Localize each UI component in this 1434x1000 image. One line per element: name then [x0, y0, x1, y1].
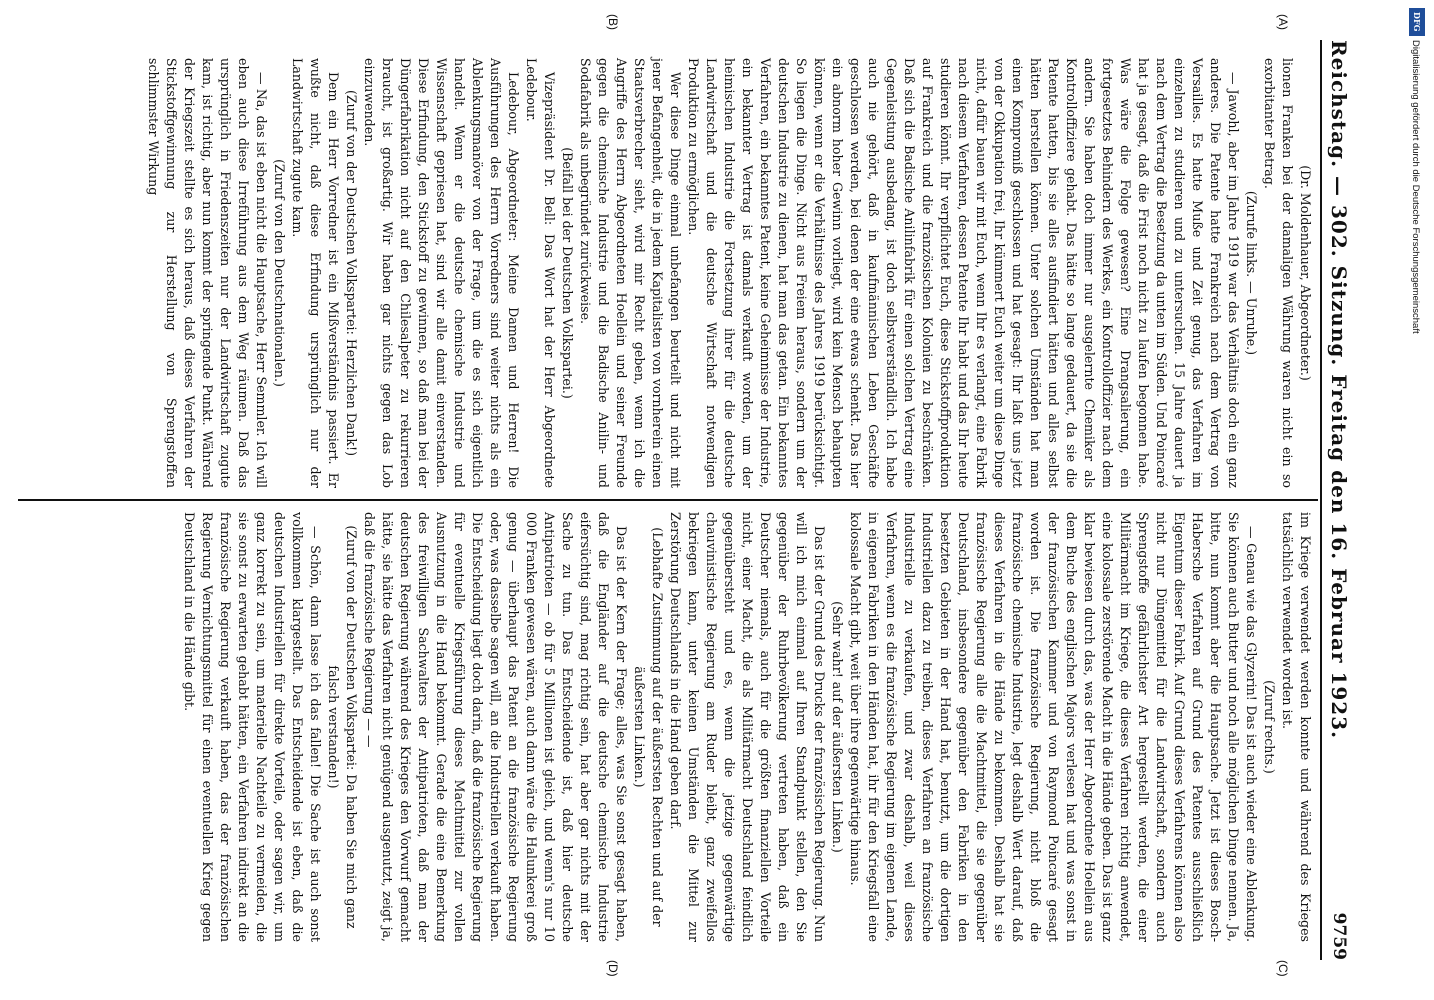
paragraph: (Lebhafte Zustimmung auf der äußersten Rechten und auf der äußersten Linken.) — [632, 527, 665, 927]
paragraph: (Sehr wahr! auf der äußersten Linken.) — [830, 601, 845, 853]
paragraph: — Na, das ist eben nicht die Hauptsache, Herr Semmler. Ich will eben auch diese Irreführung aus dem Weg räumen. Daß das ursprünglich in Friedenszeiten nur der Landwirtschaft zugute kam, ist richtig, aber nun kommt der springende Punkt. Während der Kriegszeit stellte es sich heraus, daß dieses Verfahren der Stickstoffgewinnung zur Herstellung von Sprengstoffen schlimmster Wirkung — [146, 58, 269, 488]
paragraph: Dem ein Herr Vorredner ist ein Mißverständnis passiert. Er wußte nicht, daß diese Erfindung ursprünglich nur der Landwirtschaft zugute kam. — [290, 58, 341, 488]
marker-b: (B) — [606, 14, 620, 30]
header-divider — [1321, 40, 1323, 960]
digitization-sidebar — [1400, 0, 1434, 1000]
marker-d: (D) — [606, 960, 620, 977]
paragraph: (Beifall bei der Deutschen Volkspartei.) — [560, 147, 575, 399]
marker-a: (A) — [1276, 14, 1290, 30]
paragraph: (Zuruf von der Deutschen Volkspartei: Herzlichen Dank!) — [344, 89, 359, 457]
paragraph: Das ist der Grund des Drucks der französischen Regierung. Nun will ich mich einmal auf Ihren Standpunkt stellen, den Sie gegenüber der Ruhrbevölkerung vertreten haben, daß ein Deutscher niemals, auch für die größten finanziellen Vorteile nicht, einer Macht, die als Militärmacht Deutschland feindlich gegenübersteht und es, wenn die jetzige gegenwärtige chauvinistische Regierung am Ruder bleibt, ganz zweifellos bekriegen kann, unter keinen Umständen die Mittel zur Zerstörung Deutschlands in die Hand geben darf. — [668, 512, 827, 942]
paragraph: — Jawohl, aber im Jahre 1919 war das Verhältnis doch ein ganz anderes. Die Patente hatte Frankreich nach dem Vertrag von Versailles. Es hatte Muße und Zeit genug, das Verfahren im einzelnen zu studieren und zu untersuchen. 15 Jahre dauert ja nach dem Vertrag die Besetzung da unten im Süden. Und Poincaré hat ja gesagt, daß die Frist noch nicht zu laufen begonnen habe. Was wäre die Folge gewesen? Eine Drangsalierung, ein fortgesetztes Behindern des Werkes, ein Kontrolloffizier nach dem andern. Sie haben doch immer nur ausgelernte Chemiker als Kontrolloffiziere gehabt. Das hätte so lange gedauert, da sie die Patente hatten, bis sie alles ausfindiert hätten und alles selbst hätten herstellen können. Unter solchen Umständen hat man einen Kompromiß geschlossen und hat gesagt: Ihr laßt uns jetzt von der Okkupation frei, Ihr kümmert Euch weiter um diese Dinge nicht, dafür bauen wir mit Euch, wenn Ihr es verlangt, eine Fabrik nach diesem Verfahren, dessen Patente Ihr habt und das Ihr heute studieren könnt. Ihr verpflichtet Euch, diese Stickstoffproduktion auf Frankreich und die französischen Kolonien zu beschränken. Daß sich die Badische Anilinfabrik für einen solchen Vertrag eine Gegenleistung ausbedang, ist doch selbstverständlich. Ich habe auch nie gehört, daß in kaufmännischen Leben Geschäfte geschlossen werden, bei denen der eine etwas schenkt. Das hier ein abnorm hoher Gewinn vorliegt, wird kein Mensch behaupten können, wenn er die Verhältnisse des Jahres 1919 berücksichtigt. So liegen die Dinge. Nicht aus Freiem heraus, sondern um der deutschen Industrie zu dienen, hat man das getan. Ein bekanntes Verfahren, ein bekanntes Patent, keine Geheimnisse der Industrie, ein bekannter Vertrag ist damals verkauft worden, um der heimischen Industrie die Fortsetzung ihrer für die deutsche Landwirtschaft und die deutsche Wirtschaft notwendigen Produktion zu ermöglichen. — [686, 58, 1241, 488]
paragraph: Wer diese Dinge einmal unbefangen beurteilt und nicht mit jener Befangenheit, die in jedem Kapitalisten von vornherein einen Staatsverbrecher sieht, wird mir Recht geben, wenn ich die Angriffe des Herrn Abgeordneten Hoellein und seiner Freunde gegen die chemische Industrie und die Badische Anilin- und Sodafabrik als unbegründet zurückweise. — [578, 58, 683, 488]
right-text-column — [180, 512, 1314, 942]
paragraph: Das ist der Kern der Frage; alles, was Sie sonst gesagt haben, daß die Engländer auf die deutsche chemische Industrie eifersüchtig sind, mag richtig sein, hat aber gar nichts mit der Sache zu tun. Das Entscheidende ist, daß hier deutsche Antipatrioten — ob für 5 Millionen ist gleich, und wenn's nur 10 000 Franken gewesen wären, auch dann wäre die Halunkerei groß genug — überhaupt das Patent an die französische Regierung oder, was dasselbe sagen will, an die Industriellen verkauft haben. Die Entscheidung liegt doch darin, daß die französische Regierung für eventuelle Kriegsführung dieses Machtmittel zur vollen Ausnutzung in die Hand bekommt. Gerade die eine Bemerkung des freiwilligen Sachwalters der Antipatrioten, daß man der deutschen Regierung während des Krieges den Vorwurf gemacht hätte, sie hätte das Verfahren nicht genügend ausgenutzt, zeigt ja, daß die französische Regierung — — — [362, 512, 629, 942]
column-divider — [18, 499, 1318, 501]
page-number: 9759 — [1329, 912, 1349, 960]
paragraph: (Dr. Moldenhauer, Abgeordneter.) — [1298, 165, 1313, 381]
paragraph: (Zuruf von der Deutschen Volkspartei: Da haben Sie mich ganz falsch verstanden!) — [326, 525, 359, 929]
paragraph: (Zuruf rechts.) — [1262, 680, 1277, 774]
left-text-column — [144, 58, 1314, 488]
paragraph: Ledebour, Abgeordneter: Meine Damen und Herren! Die Ausführungen des Herrn Vorredners sind weiter nichts als ein Ablenkungsmanöver von der Frage, um die es sich eigentlich handelt. Wenn er die deutsche chemische Industrie und Wissenschaft gepriesen hat, sind wir alle damit einverstanden. Diese Erfindung, den Stickstoff zu gewinnen, so daß man bei der Düngerfabrikation nicht auf den Chilesalpeter zu rekurrieren braucht, ist großartig. Wir haben gar nichts gegen das Lob einzuwenden. — [362, 58, 521, 488]
paragraph: (Zurufe links. — Unruhe.) — [1244, 190, 1259, 356]
paragraph: im Kriege verwendet werden konnte und während des Krieges tatsächlich verwendet worden ist. — [1280, 512, 1313, 942]
dfg-logo: DFG — [1409, 8, 1425, 36]
paragraph: — Genau wie das Glyzerin! Das ist auch wieder eine Ablenkung. Sie können auch Butter und noch alle möglichen Dinge nennen. Ja, bitte, nun kommt aber die Hauptsache. Jetzt ist dieses Bosch-Habersche Verfahren auf Grund des Patentes ausschließlich Eigentum dieser Fabrik. Auf Grund dieses Verfahrens können also nicht nur Düngemittel für die Landwirtschaft, sondern auch Sprengstoffe gefährlichster Art hergestellt werden, die einer Militärmacht im Kriege, die dieses Verfahren richtig anwendet, eine kolossale zerstörende Macht in die Hände geben. Das ist ganz klar bewiesen durch das, was der Herr Abgeordnete Hoellein aus dem Buche des englischen Majors verlesen hat und was sonst in der französischen Kammer und von Raymond Poincaré gesagt worden ist. Die französische Regierung, nicht bloß die französische chemische Industrie, legt deshalb Wert darauf, daß dieses Verfahren in die Hände zu bekommen. Deshalb hat sie französische Regierung alle die Machtmittel, die sie gegenüber Deutschland, insbesondere gegenüber den Fabriken in den besetzten Gebieten in der Hand hat, benutzt, um die dortigen Industriellen dazu zu treiben, dieses Verfahren an französische Industrielle zu verkaufen, und zwar deshalb, weil dieses Verfahren, wenn es die französische Regierung im eigenen Lande, in eigenen Fabriken in den Händen hat, ihr für den Kriegsfall eine kolossale Macht gibt, weit über ihre gegenwärtige hinaus. — [848, 512, 1259, 942]
paragraph: — Schön, dann lasse ich das fallen! Die Sache ist auch sonst vollkommen klargestellt. Das Entscheidende ist eben, daß die deutschen Industriellen für direkte Vorteile, oder sagen wir, um ganz korrekt zu sein, um materielle Nachteile zu vermeiden, die sie sonst zu erwarten gehabt hätten, ein Verfahren indirekt an die französische Regierung verkauft haben, das der französischen Regierung Vernichtungsmittel für einen eventuellen Krieg gegen Deutschland in die Hände gibt. — [182, 512, 323, 942]
marker-c: (C) — [1276, 960, 1290, 977]
page-header — [1325, 40, 1355, 960]
paragraph: lionen Franken bei der damaligen Währung waren nicht ein so exorbitanter Betrag. — [1262, 58, 1295, 488]
digitization-credit: Digitalisierung gefördert durch die Deutsche Forschungsgemeinschaft — [1410, 40, 1421, 334]
page-title: Reichstag. — 302. Sitzung. Freitag den 16. Februar 1923. — [1327, 40, 1351, 740]
paragraph: (Zuruf von den Deutschnationalen.) — [272, 159, 287, 387]
paragraph: Vizepräsident Dr. Bell: Das Wort hat der Herr Abgeordnete Ledebour. — [524, 58, 557, 488]
